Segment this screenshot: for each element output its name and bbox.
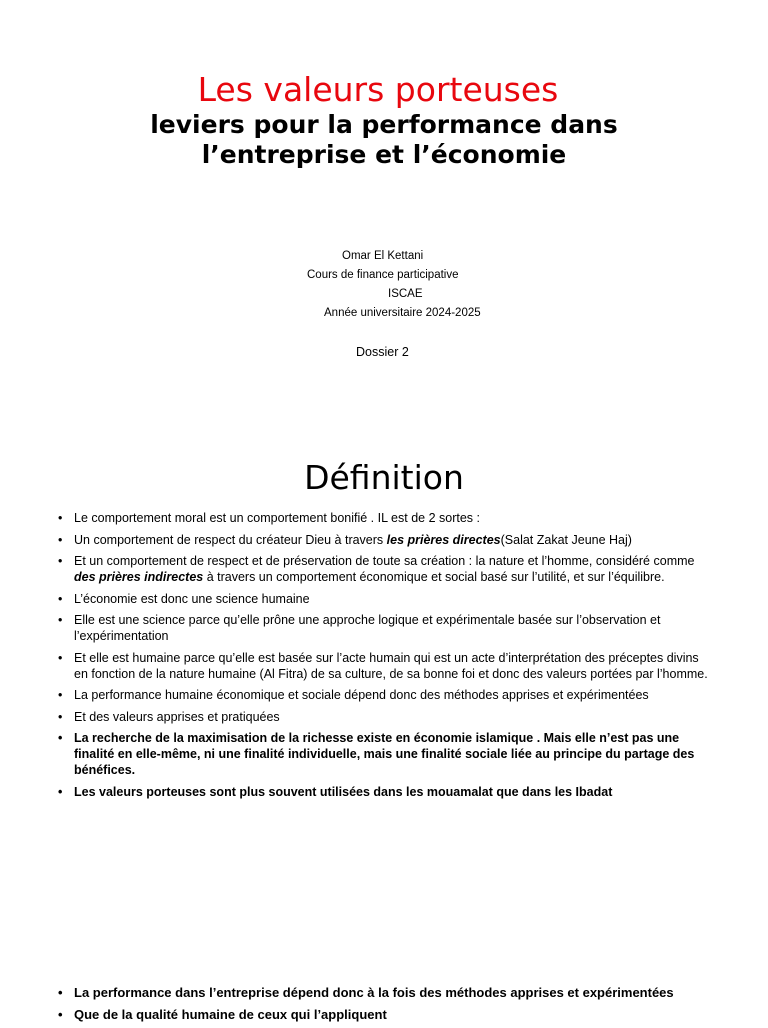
bullet-item: • Que de la qualité humaine de ceux qui l’appliquent — [56, 1006, 736, 1023]
conclusion-bullet-list — [56, 984, 736, 1028]
course-name: Cours de finance participative — [307, 269, 459, 281]
definition-title: Définition — [304, 458, 464, 497]
subtitle-line-2: l’entreprise et l’économie — [201, 140, 567, 169]
author-name: Omar El Kettani — [342, 250, 424, 262]
emphasis-text: des prières indirectes — [74, 570, 204, 584]
bullet-item: • Le comportement moral est un comportement bonifié . IL est de 2 sortes : — [56, 510, 716, 526]
school-name: ISCAE — [388, 288, 423, 300]
bullet-item: • Un comportement de respect du créateur Dieu à travers les prières directes(Salat Zakat Jeune Haj) — [56, 532, 716, 548]
bullet-item: • Elle est une science parce qu’elle prône une approche logique et expérimentale basée sur l’observation et l’expérimentation — [56, 612, 716, 644]
emphasis-text: les prières directes — [386, 532, 501, 547]
bullet-item: • Les valeurs porteuses sont plus souvent utilisées dans les mouamalat que dans les Ibadat — [56, 784, 716, 800]
bullet-item: • La recherche de la maximisation de la richesse existe en économie islamique . Mais elle n’est pas une finalité en elle-même, ni une finalité individuelle, mais une finalité sociale liée au principe du partage des bénéfices. — [56, 730, 716, 778]
title-slide — [0, 0, 768, 420]
academic-year: Année universitaire 2024-2025 — [324, 307, 481, 319]
slide-title: Les valeurs porteuses — [197, 70, 559, 109]
bullet-item: • La performance humaine économique et sociale dépend donc des méthodes apprises et expérimentées — [56, 687, 716, 703]
dossier-label: Dossier 2 — [356, 345, 409, 359]
bullet-item: • Et un comportement de respect et de préservation de toute sa création : la nature et l’homme, considéré comme des prières indirectes à travers un comportement économique et social basé sur l’utilité, et sur l’équilibre. — [56, 553, 716, 585]
bullet-item: • L’économie est donc une science humaine — [56, 591, 716, 607]
subtitle-line-1: leviers pour la performance dans — [150, 110, 618, 139]
bullet-item: • Et elle est humaine parce qu’elle est basée sur l’acte humain qui est un acte d’interprétation des préceptes divins en fonction de la nature humaine (Al Fitra) de sa culture, de sa bonne foi et donc des valeurs portées par l’homme. — [56, 650, 716, 682]
bullet-item: • Et des valeurs apprises et pratiquées — [56, 709, 716, 725]
bullet-item: • La performance dans l’entreprise dépend donc à la fois des méthodes apprises et expérimentées — [56, 984, 736, 1001]
definition-bullet-list — [56, 510, 716, 805]
slide-subtitle — [0, 110, 768, 170]
